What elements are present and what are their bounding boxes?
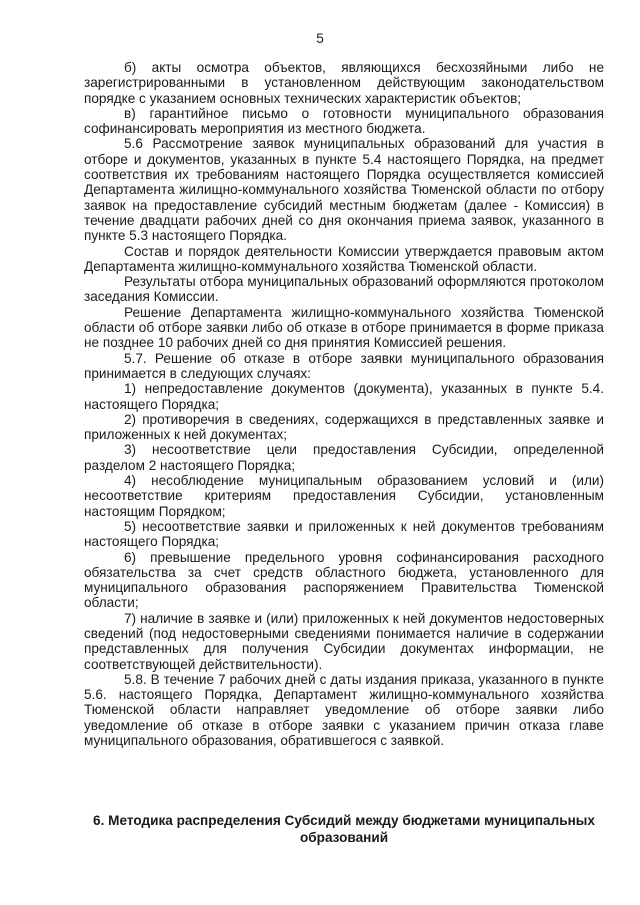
paragraph-5-7-refusal: 5.7. Решение об отказе в отборе заявки муниципального образования принимается в следующих случаях: [84, 350, 604, 381]
paragraph-commission-composition: Состав и порядок деятельности Комиссии утверждается правовым актом Департамента жилищно-коммунального хозяйства Тюменской области. [84, 243, 604, 274]
paragraph-v-guarantee-letter: в) гарантийное письмо о готовности муниципального образования софинансировать мероприятия из местного бюджета. [84, 105, 604, 137]
document-body [84, 60, 604, 748]
paragraph-department-decision: Решение Департамента жилищно-коммунального хозяйства Тюменской области об отборе заявки либо об отказе в отборе принимается в форме приказа не позднее 10 рабочих дней со дня принятия Комиссией решения. [84, 304, 604, 351]
section-heading: 6. Методика распределения Субсидий между бюджетами муниципальных образований [93, 813, 595, 845]
list-item-1: 1) непредоставление документов (документа), указанных в пункте 5.4. настоящего Порядка; [84, 381, 604, 412]
paragraph-b-inspection-acts: б) акты осмотра объектов, являющихся бесхозяйными либо не зарегистрированными в установленном действующим законодательством порядке с указанием основных технических характеристик объектов; [84, 60, 604, 106]
list-item-4: 4) несоблюдение муниципальным образованием условий и (или) несоответствие критериям предоставления Субсидии, установленным настоящим Порядком; [84, 473, 604, 519]
paragraph-5-6-review: 5.6 Рассмотрение заявок муниципальных образований для участия в отборе и документов, указанных в пункте 5.4 настоящего Порядка, на предмет соответствия их требованиям настоящего Порядка осуществляется комиссией Департамента жилищно-коммунального хозяйства Тюменской области по отбору заявок на предоставление субсидий местным бюджетам (далее - Комиссия) в течение двадцати рабочих дней со дня окончания приема заявок, указанного в пункте 5.3 настоящего Порядка. [84, 136, 604, 244]
paragraph-5-8-notification: 5.8. В течение 7 рабочих дней с даты издания приказа, указанного в пункте 5.6. настоящего Порядка, Департамент жилищно-коммунального хозяйства Тюменской области направляет уведомление об отборе заявки либо уведомление об отказе в отборе заявки с указанием причин отказа главе муниципального образования, обратившегося с заявкой. [84, 671, 604, 749]
list-item-2: 2) противоречия в сведениях, содержащихся в представленных заявке и приложенных к ней документах; [84, 411, 604, 443]
list-item-6: 6) превышение предельного уровня софинансирования расходного обязательства за счет средств областного бюджета, установленного для муниципального образования распоряжением Правительства Тюменской области; [84, 549, 604, 611]
page-number: 5 [316, 31, 324, 46]
list-item-3: 3) несоответствие цели предоставления Субсидии, определенной разделом 2 настоящего Порядка; [84, 442, 604, 473]
list-item-7: 7) наличие в заявке и (или) приложенных к ней документов недостоверных сведений (под недостоверными сведениями понимается наличие в содержании представленных для получения Субсидии документах информации, не соответствующей действительности). [84, 610, 604, 672]
paragraph-selection-results: Результаты отбора муниципальных образований оформляются протоколом заседания Комиссии. [84, 274, 604, 305]
list-item-5: 5) несоответствие заявки и приложенных к ней документов требованиям настоящего Порядка; [84, 518, 604, 550]
